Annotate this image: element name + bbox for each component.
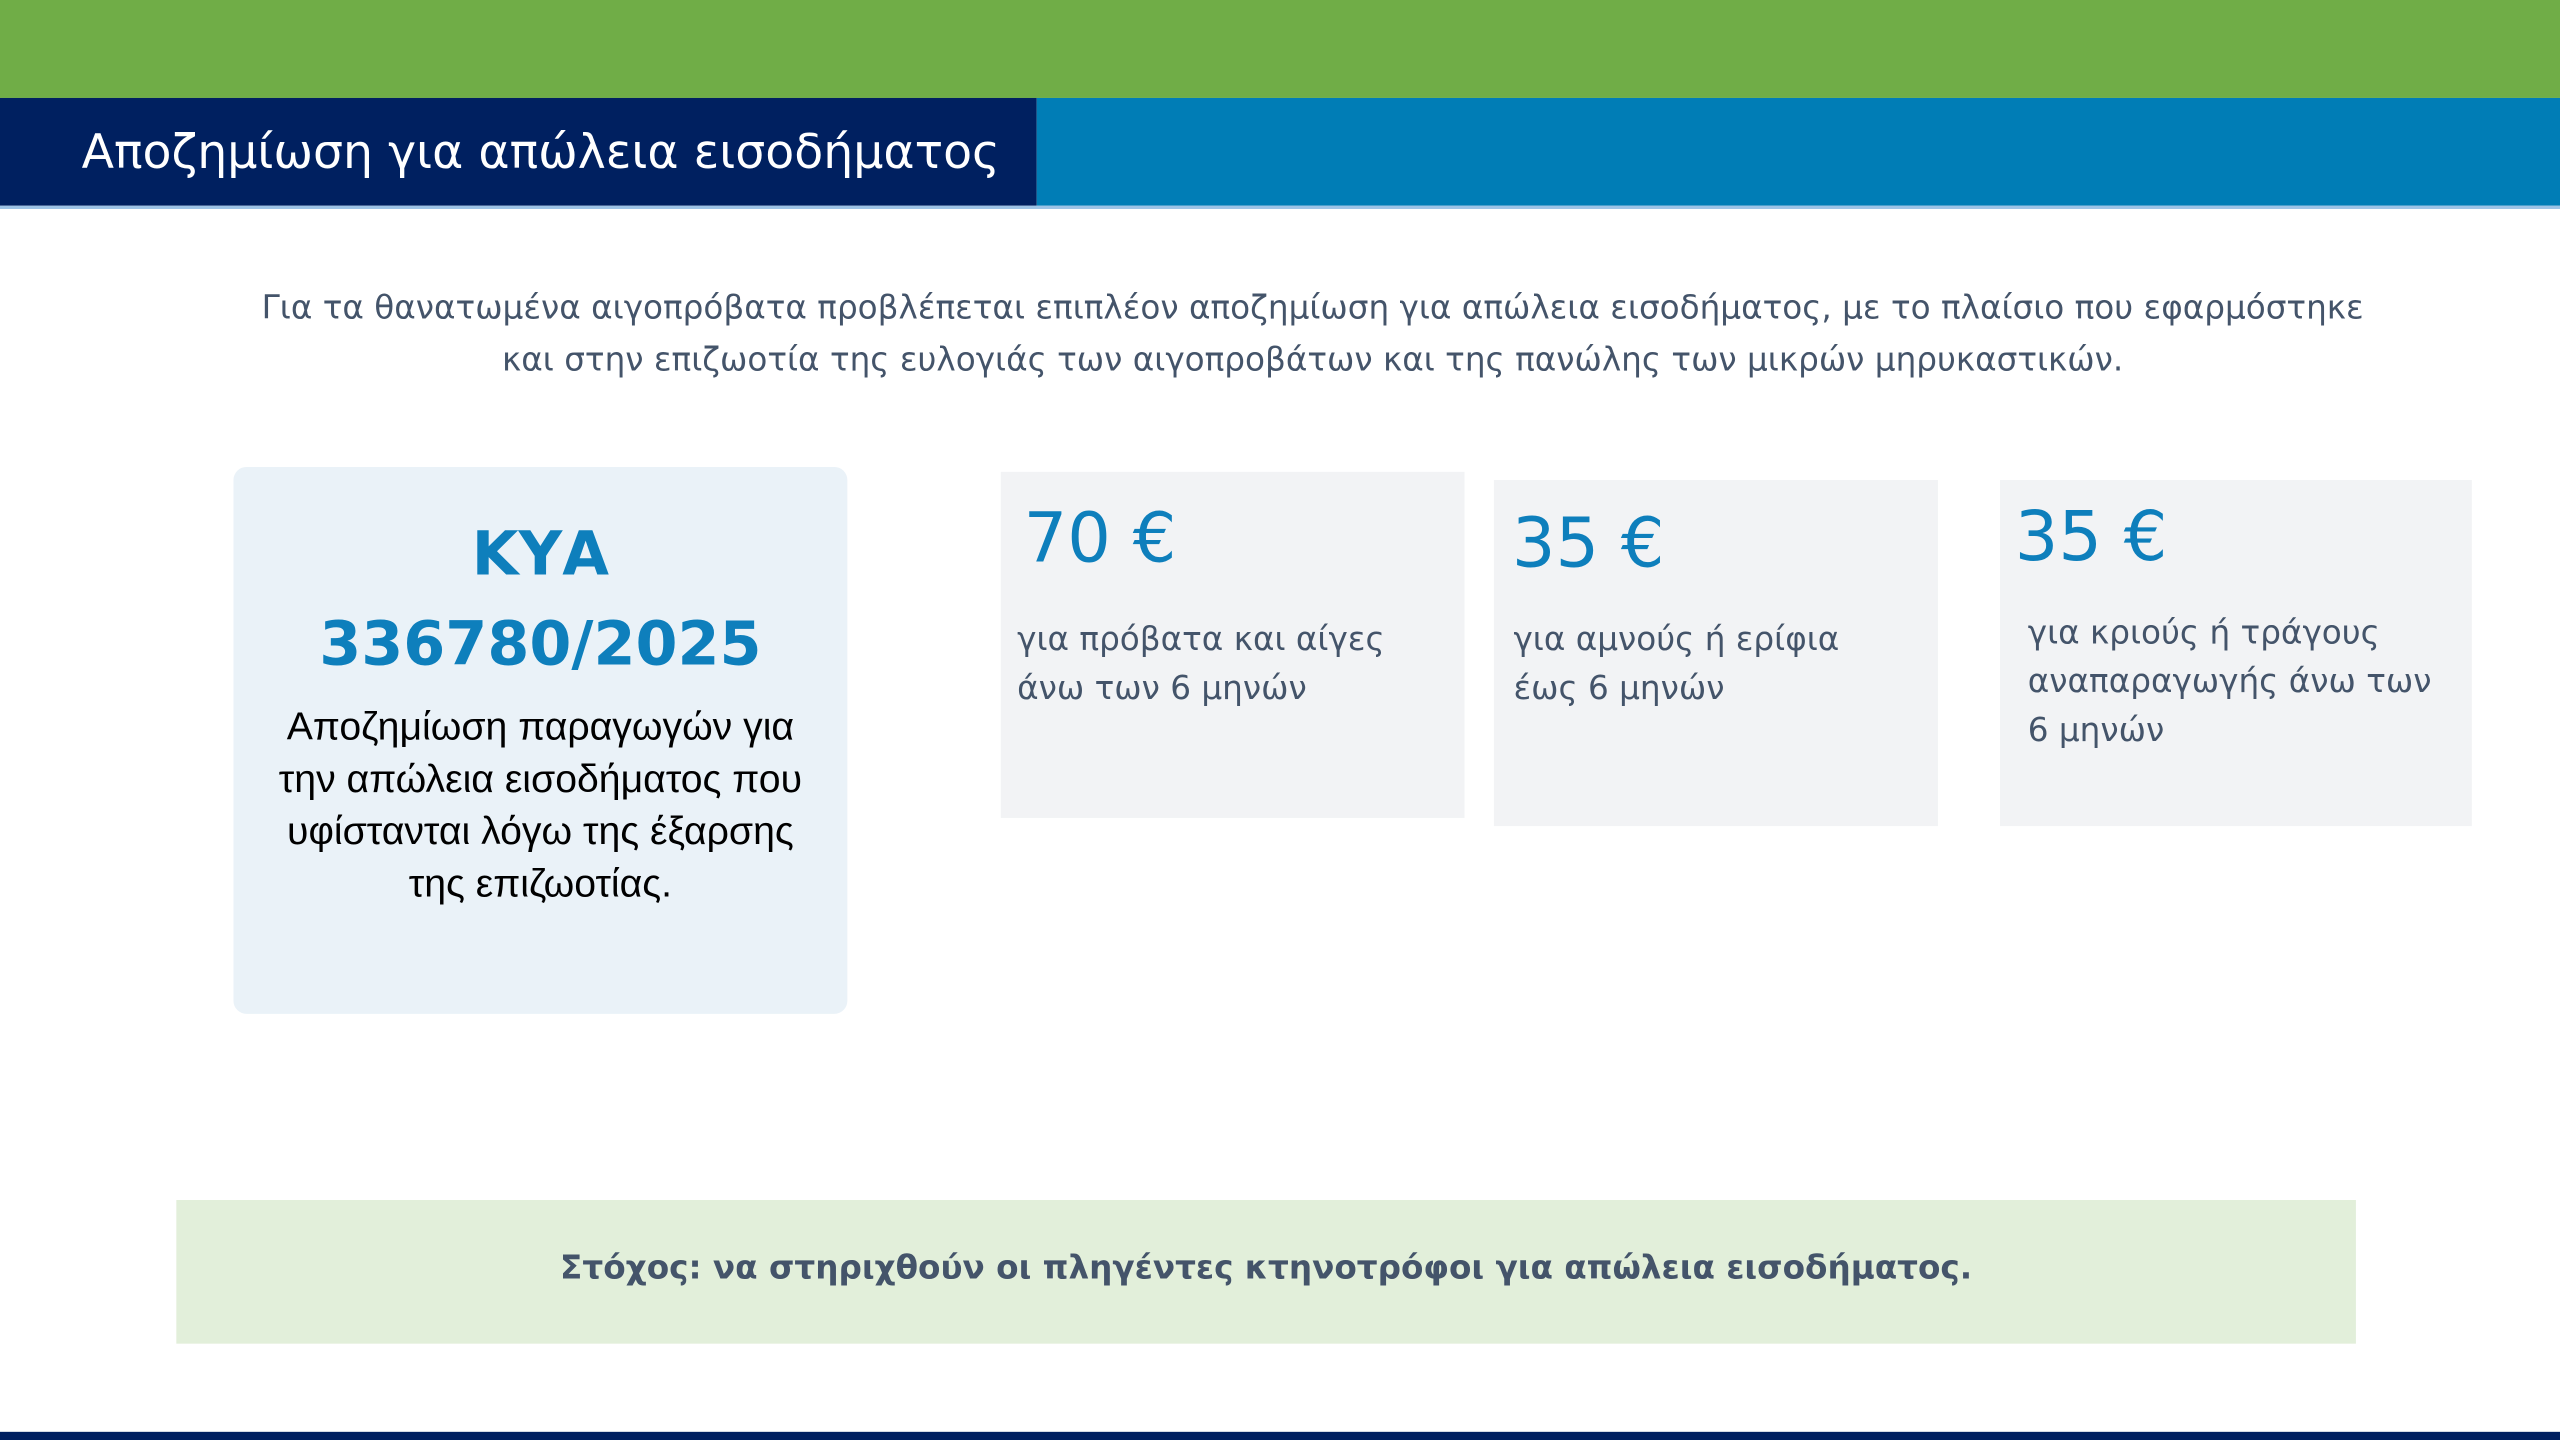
desc-line: για αμνούς ή ερίφια [1513,618,1840,658]
amount-description [1017,614,1384,712]
amount-description [2028,607,2432,754]
desc-line: 6 μηνών [2027,710,2165,750]
kya-label: ΚΥΑ [471,519,610,590]
intro-paragraph [131,281,2495,385]
goal-banner: Στόχος: να στηριχθούν οι πληγέντες κτηνοτρόφοι για απώλεια εισοδήματος. [176,1200,2356,1344]
amount-card-breeding [2000,480,2472,826]
top-green-bar [0,0,2560,98]
desc-line: έως 6 μηνών [1513,667,1725,707]
page-title: Αποζημίωση για απώλεια εισοδήματος [0,98,1037,206]
desc-line: για κριούς ή τράγους [2027,612,2380,652]
header-blue-band [1037,98,2560,206]
amount-card-young [1494,480,1938,826]
amount-value: 35 € [2014,496,2168,577]
kya-number: 336780/2025 [319,608,762,680]
desc-line: άνω των 6 μηνών [1017,667,1307,707]
header-divider [0,206,2560,209]
amount-description [1513,614,1839,712]
kya-description: Αποζημίωση παραγωγών για την απώλεια εισοδήματος που υφίστανται λόγω της έξαρσης της επιζωοτίας. [278,705,803,907]
intro-line-1: Για τα θανατωμένα αιγοπρόβατα προβλέπεται επιπλέον αποζημίωση για απώλεια εισοδήματος, με το πλαίσιο που εφαρμόστηκε [261,287,2364,327]
intro-line-2: και στην επιζωοτία της ευλογιάς των αιγοπροβάτων και της πανώλης των μικρών μηρυκαστικών. [502,339,2124,379]
amount-value: 70 € [1023,497,1177,578]
desc-line: αναπαραγωγής άνω των [2027,661,2432,701]
kya-card [233,467,847,1014]
bottom-navy-bar [0,1432,2560,1440]
desc-line: για πρόβατα και αίγες [1017,618,1385,658]
amount-value: 35 € [1511,502,1665,583]
amount-card-adult [1001,472,1465,818]
